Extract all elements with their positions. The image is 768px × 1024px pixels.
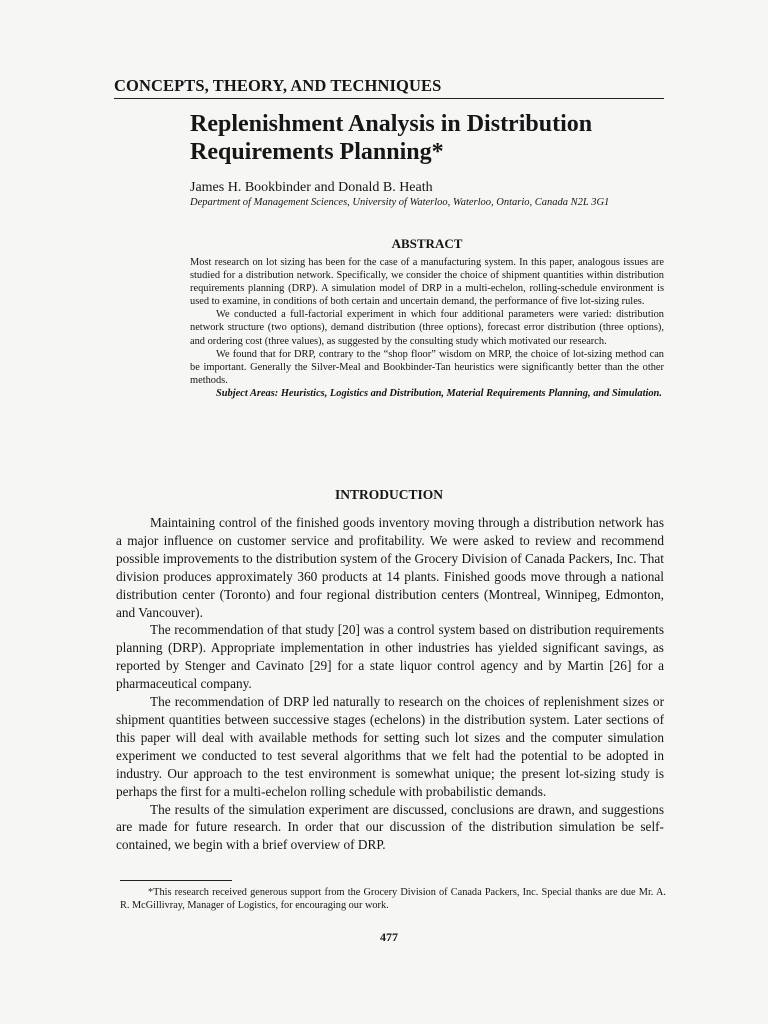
abstract-paragraph: Most research on lot sizing has been for the case of a manufacturing system. In this paper, analogous issues are studied for a distribution network. Specifically, we consider the choice of shipment quantities within distribution requirements planning (DRP). A simulation model of DRP in a multi-echelon, rolling-schedule environment is used to examine, in conditions of both certain and uncertain demand, the performance of five lot-sizing rules. bbox=[190, 257, 664, 308]
body-paragraph: The results of the simulation experiment are discussed, conclusions are drawn, and suggestions are made for future research. In order that our discussion of the distribution simulation be self-contained, we begin with a brief overview of DRP. bbox=[116, 801, 664, 853]
body-paragraph: The recommendation of that study [20] was a control system based on distribution requirements planning (DRP). Appropriate implementation in other industries has yielded significant savings, as reported by Stenger and Cavinato [29] for a state liquor control agency and by Martin [26] for a pharmaceutical company. bbox=[116, 622, 664, 692]
abstract-heading: ABSTRACT bbox=[391, 236, 463, 251]
body-paragraph: The recommendation of DRP led naturally to research on the choices of replenishment sizes or shipment quantities between successive stages (echelons) in the distribution system. Later sections of this paper will deal with available methods for setting such lot sizes and the computer simulation experiment we conducted to test several algorithms that we felt had the potential to be adopted in industry. Our approach to the test environment is somewhat unique; the present lot-sizing study is perhaps the first for a multi-echelon rolling schedule with probabilistic demands. bbox=[116, 694, 664, 799]
footnote-divider bbox=[120, 880, 232, 881]
abstract bbox=[190, 256, 664, 400]
page-number: 477 bbox=[380, 930, 398, 944]
authors: James H. Bookbinder and Donald B. Heath bbox=[190, 180, 433, 195]
section-header: CONCEPTS, THEORY, AND TECHNIQUES bbox=[114, 76, 664, 99]
abstract-paragraph: We found that for DRP, contrary to the “shop floor” wisdom on MRP, the choice of lot-sizing method can be important. Generally the Silver-Meal and Bookbinder-Tan heuristics were significantly better than the other methods. bbox=[190, 348, 664, 386]
affiliation: Department of Management Sciences, University of Waterloo, Waterloo, Ontario, Canada N2L 3G1 bbox=[190, 197, 610, 208]
body-paragraph: Maintaining control of the finished goods inventory moving through a distribution network has a major influence on customer service and profitability. We were asked to review and recommend possible improvements to the distribution system of the Grocery Division of Canada Packers, Inc. That division produces approximately 360 products at 14 plants. Finished goods move through a national distribution center (Toronto) and four regional distribution centers (Montreal, Winnipeg, Edmonton, and Vancouver). bbox=[116, 515, 664, 620]
paper-title: Replenishment Analysis in Distribution Requirements Planning* bbox=[190, 111, 593, 165]
introduction-heading: INTRODUCTION bbox=[334, 487, 443, 502]
footnote: *This research received generous support from the Grocery Division of Canada Packers, Inc. Special thanks are due Mr. A. R. McGillivray, Manager of Logistics, for encouraging our work. bbox=[120, 887, 666, 911]
abstract-paragraph: We conducted a full-factorial experiment in which four additional parameters were varied: distribution network structure (two options), demand distribution (three options), forecast error distribution (three options), and ordering cost (three values), as suggested by the consulting study which motivated our research. bbox=[190, 309, 664, 347]
introduction-body bbox=[116, 514, 664, 854]
subject-areas: Subject Areas: Heuristics, Logistics and Distribution, Material Requirements Planning, and Simulation. bbox=[216, 387, 662, 399]
